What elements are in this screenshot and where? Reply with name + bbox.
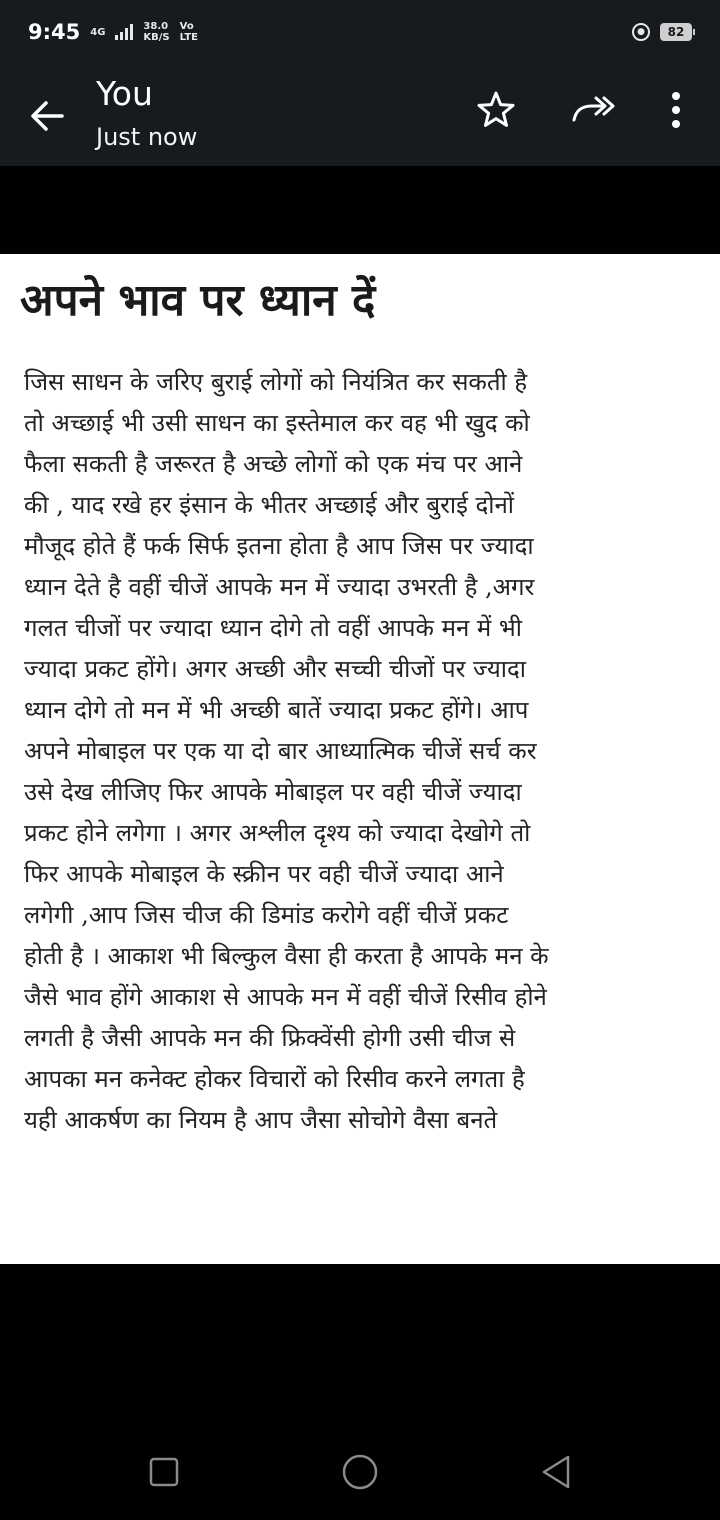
document-line: ज्यादा प्रकट होंगे। अगर अच्छी और सच्ची चीजों पर ज्यादा — [24, 655, 526, 683]
battery-level: 82 — [667, 25, 685, 39]
back-arrow-icon[interactable] — [22, 90, 74, 142]
network-speed — [143, 21, 169, 43]
shared-image — [0, 254, 720, 1264]
signal-icon — [115, 24, 133, 40]
document-line: प्रकट होने लगेगा । अगर अश्लील दृश्य को ज्यादा देखोगे तो — [24, 819, 531, 847]
status-time: 9:45 — [28, 20, 81, 44]
recents-square-icon[interactable] — [148, 1456, 180, 1488]
battery-icon — [660, 23, 692, 41]
title-block — [96, 74, 197, 152]
navigation-bar — [0, 1420, 720, 1520]
image-viewer[interactable] — [0, 166, 720, 1266]
more-vert-icon[interactable] — [656, 86, 696, 134]
status-right — [632, 23, 692, 41]
star-icon[interactable] — [472, 86, 520, 134]
document-line: अपने मोबाइल पर एक या दो बार आध्यात्मिक चीजें सर्च कर — [24, 737, 537, 765]
home-circle-icon[interactable] — [340, 1452, 380, 1492]
forward-icon[interactable] — [564, 86, 620, 134]
document-line: लगती है जैसी आपके मन की फ्रिक्वेंसी होगी उसी चीज से — [24, 1024, 516, 1052]
document-line: ध्यान देते है वहीं चीजें आपके मन में ज्यादा उभरती है ,अगर — [24, 573, 535, 601]
document-line: लगेगी ,आप जिस चीज की डिमांड करोगे वहीं चीजें प्रकट — [24, 901, 509, 929]
document-line: यही आकर्षण का नियम है आप जैसा सोचोगे वैसा बनते — [24, 1106, 498, 1134]
network-speed-value: 38.0 — [143, 21, 169, 32]
chat-subtitle: Just now — [96, 123, 198, 151]
volte-top: Vo — [179, 21, 194, 32]
volte-badge — [180, 21, 198, 43]
document-heading: अपने भाव पर ध्यान दें — [20, 275, 376, 326]
document-line: जिस साधन के जरिए बुराई लोगों को नियंत्रित कर सकती है — [24, 368, 528, 396]
back-triangle-icon[interactable] — [536, 1452, 576, 1492]
document-line: उसे देख लीजिए फिर आपके मोबाइल पर वही चीजें ज्यादा — [24, 778, 522, 806]
document-line: गलत चीजों पर ज्यादा ध्यान दोगे तो वहीं आपके मन में भी — [24, 614, 522, 642]
document-line: मौजूद होते हैं फर्क सिर्फ इतना होता है आप जिस पर ज्यादा — [24, 532, 534, 560]
document-line: ध्यान दोगे तो मन में भी अच्छी बातें ज्यादा प्रकट होंगे। आप — [24, 696, 529, 724]
status-bar — [0, 0, 720, 64]
document-line: की , याद रखे हर इंसान के भीतर अच्छाई और बुराई दोनों — [24, 491, 515, 519]
document-line: फिर आपके मोबाइल के स्क्रीन पर वही चीजें ज्यादा आने — [24, 860, 504, 888]
document-line: तो अच्छाई भी उसी साधन का इस्तेमाल कर वह भी खुद को — [24, 409, 530, 437]
volte-bottom: LTE — [179, 32, 199, 43]
document-line: होती है । आकाश भी बिल्कुल वैसा ही करता है आपके मन के — [24, 942, 549, 970]
chat-title: You — [96, 74, 153, 113]
document-line: आपका मन कनेक्ट होकर विचारों को रिसीव करने लगता है — [24, 1065, 525, 1093]
document-body — [24, 362, 704, 1141]
document-line: फैला सकती है जरूरत है अच्छे लोगों को एक मंच पर आने — [24, 450, 523, 478]
status-left — [28, 20, 198, 44]
network-type: 4G — [90, 26, 106, 38]
rotation-lock-icon: ● — [632, 23, 650, 41]
network-speed-unit: KB/S — [143, 32, 170, 43]
document-line: जैसे भाव होंगे आकाश से आपके मन में वहीं चीजें रिसीव होने — [24, 983, 547, 1011]
app-bar — [0, 64, 720, 166]
